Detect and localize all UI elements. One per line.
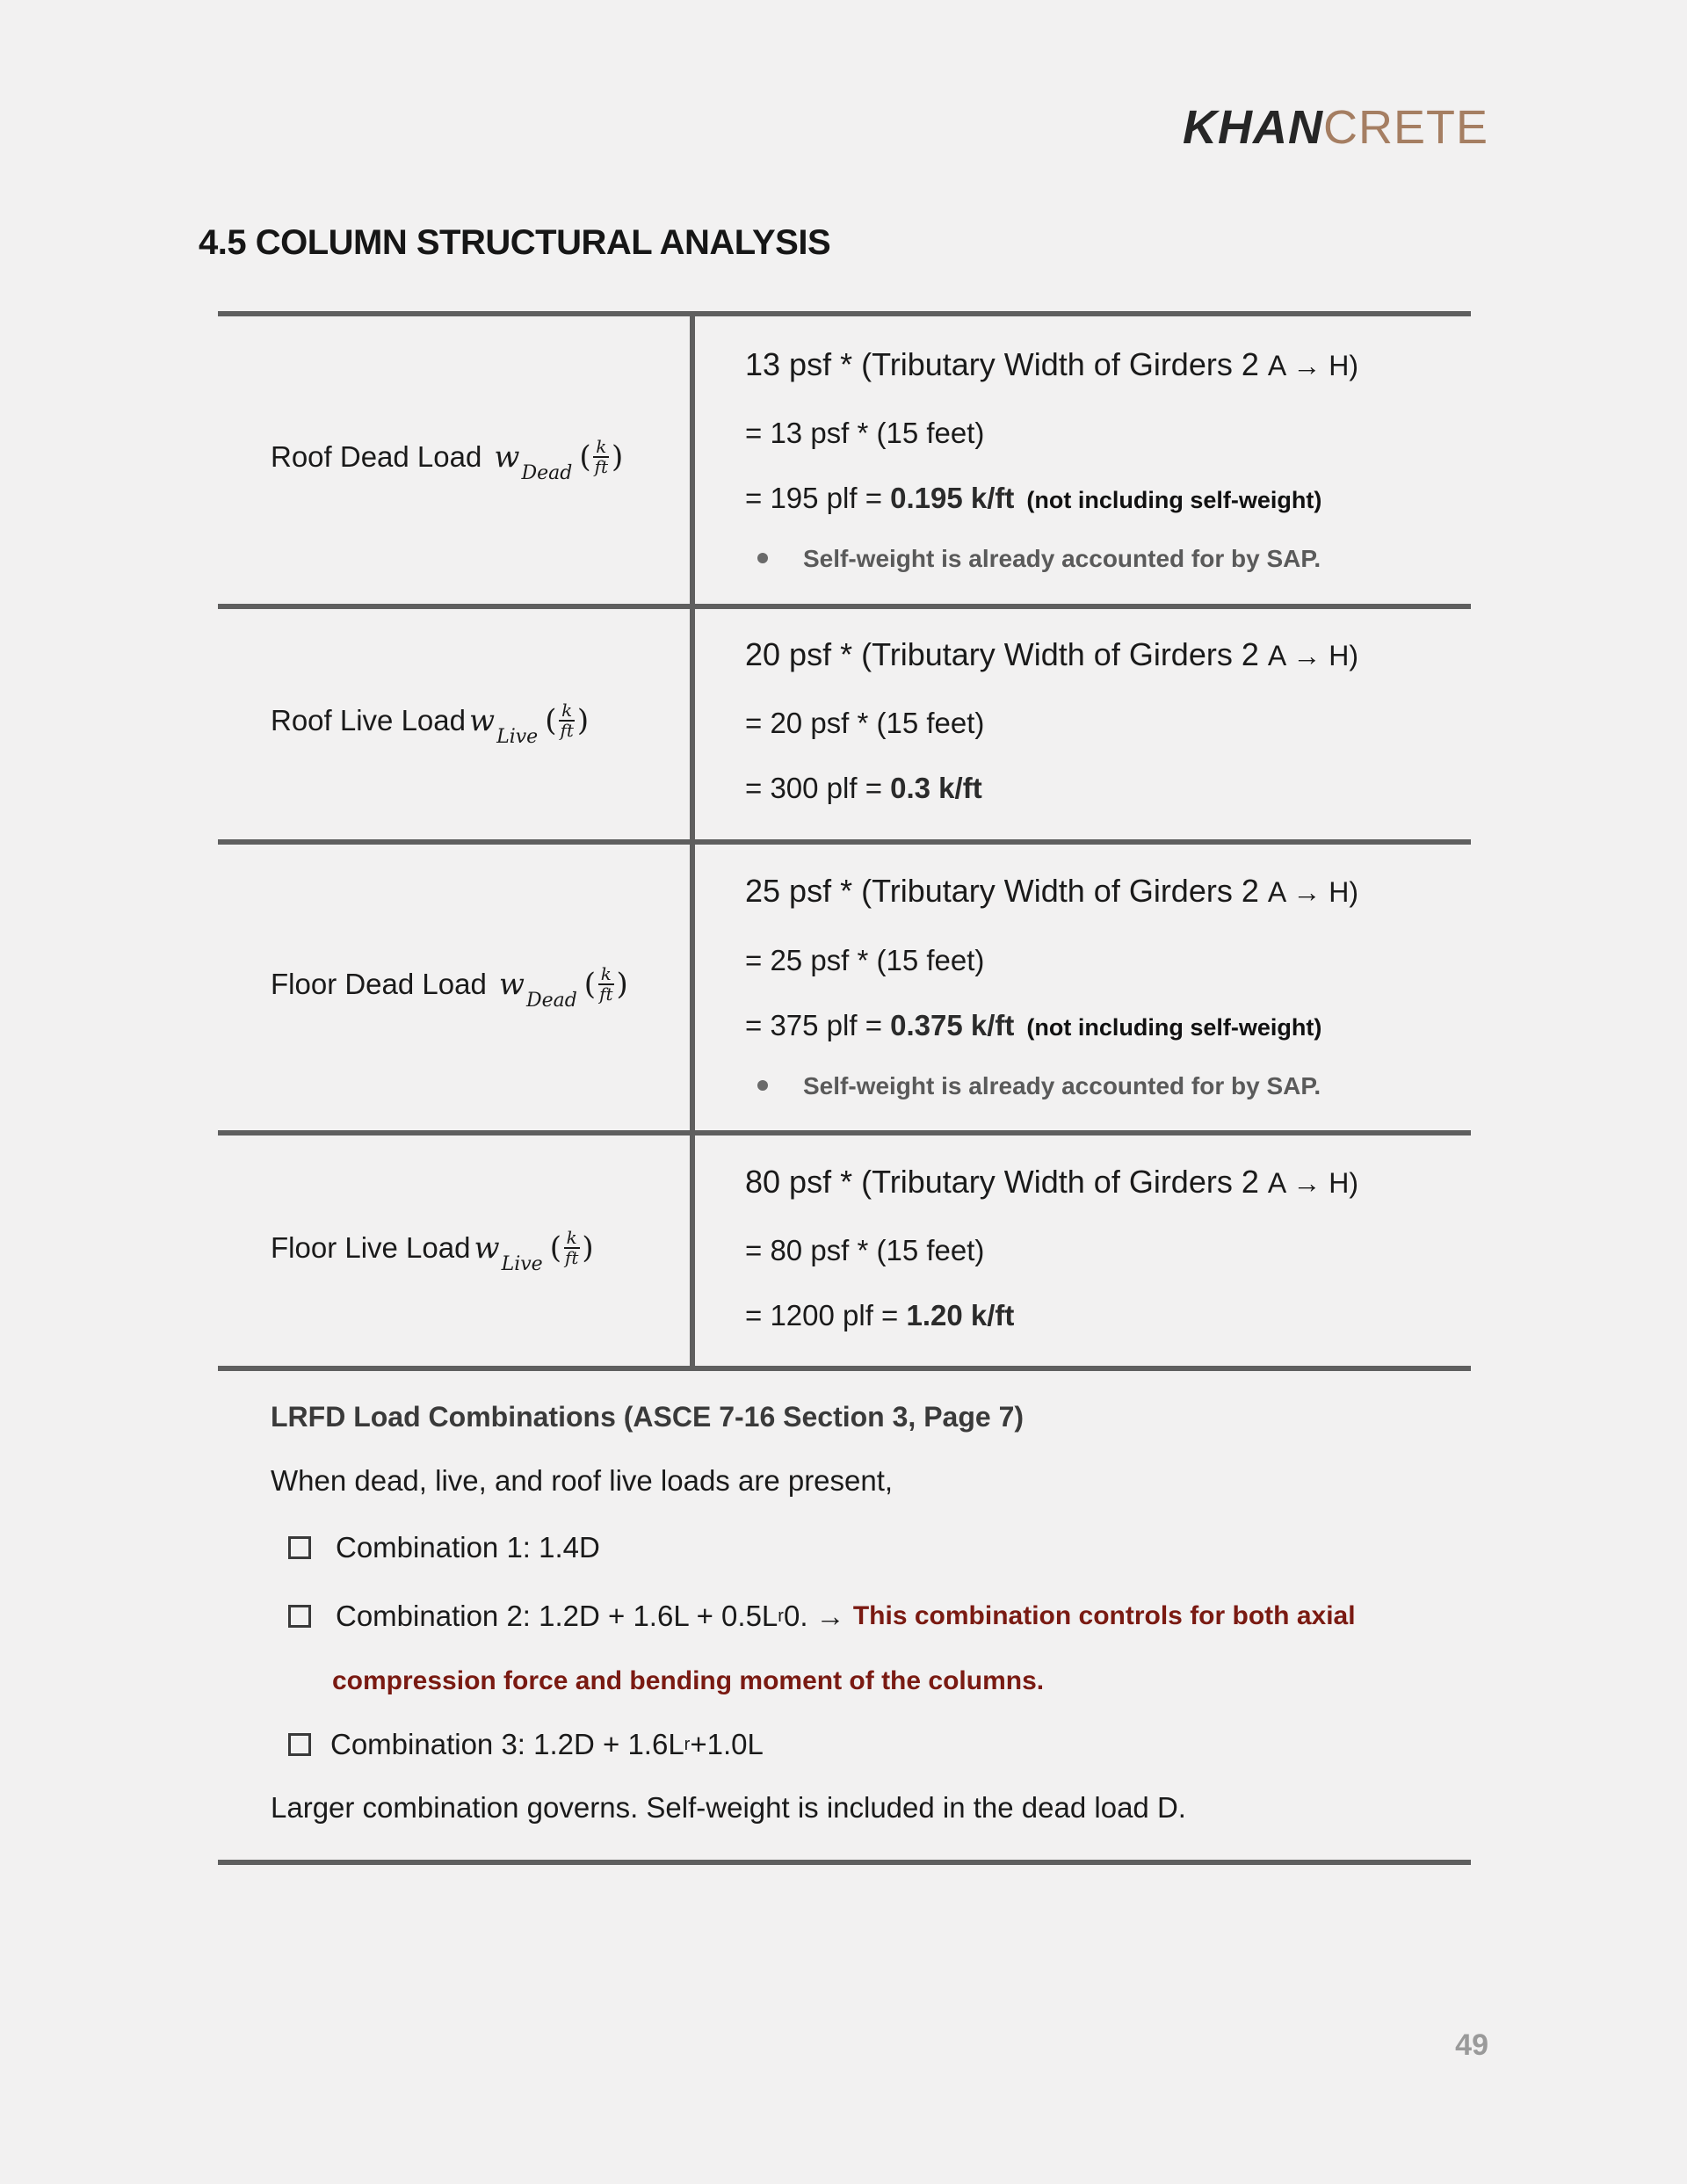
bullet-dot-icon [757,553,768,563]
fraction-numerator: k [593,438,609,458]
unit-fraction [592,438,611,476]
symbol-w: w [469,703,496,738]
unit-fraction [597,965,615,1004]
floor-dead-load-label [271,963,629,1012]
load-symbol: w Dead ( $\frac{k}{ft}$ ) [494,436,624,484]
symbol-subscript: Live [501,1252,543,1275]
section-bottom-rule [218,1860,1471,1865]
combination-text: Combination 3: 1.2D + 1.6L [330,1728,684,1760]
roof-live-line2: = 20 psf * (15 feet) [745,707,985,739]
controlling-note-continued: compression force and bending moment of the columns. [332,1666,1045,1695]
fraction-denominator: ft [599,983,613,1005]
combination-1 [288,1531,600,1564]
roof-live-line1 [745,636,1358,673]
fraction-denominator: ft [564,1247,579,1268]
equation-text: = 375 plf = [745,1009,891,1041]
load-symbol: w Live ( $\frac{k}{ft}$ ) [474,1227,594,1275]
lrfd-title: LRFD Load Combinations (ASCE 7-16 Section 3, Page 7) [271,1401,1025,1433]
roof-dead-line3 [745,482,1321,515]
floor-live-line2: = 80 psf * (15 feet) [745,1234,985,1266]
table-bottom-rule [218,1366,1471,1371]
self-weight-note: (not including self-weight) [1026,1014,1322,1041]
symbol-w: w [474,1230,500,1266]
floor-dead-line2: = 25 psf * (15 feet) [745,944,985,976]
roof-subscript: r [684,1734,691,1754]
section-title: 4.5 COLUMN STRUCTURAL ANALYSIS [199,223,831,262]
fraction-denominator: ft [560,720,574,741]
symbol-w: w [498,967,525,1002]
page-number: 49 [1455,2028,1488,2062]
symbol-subscript: Live [496,725,539,748]
controlling-note: This combination controls for both axial [852,1601,1356,1630]
result-value: 0.3 k/ft [890,772,982,804]
load-label-text: Roof Dead Load [271,440,482,473]
roof-live-line3 [745,772,982,805]
girder-range: A → H) [1267,876,1358,908]
load-label-text: Roof Live Load [271,704,466,736]
roof-subscript: r [778,1606,784,1626]
roof-live-load-label [271,700,590,748]
bullet-text: Self-weight is already accounted for by SAP. [803,545,1321,572]
load-label-text: Floor Dead Load [271,968,487,1000]
girder-range: A → H) [1267,1167,1358,1199]
floor-live-load-label [271,1227,595,1275]
combination-text: Combination 1: 1.4D [336,1531,600,1564]
row-divider-3 [218,1130,1471,1136]
fraction-numerator: k [564,1229,580,1249]
table-column-divider [690,314,695,1368]
fraction-numerator: k [598,965,614,985]
combination-2 [288,1600,1356,1633]
girder-range: A → H) [1267,350,1358,381]
equation-text: 20 psf * (Tributary Width of Girders 2 [745,636,1268,672]
unit-fraction [562,1229,581,1267]
load-label-text: Floor Live Load [271,1231,471,1264]
roof-dead-bullet [757,545,1321,573]
row-divider-1 [218,604,1471,609]
result-value: 0.375 k/ft [890,1009,1015,1041]
floor-live-line1 [745,1164,1358,1201]
logo-bold-part: KHAN [1182,101,1323,154]
floor-dead-line1 [745,873,1358,910]
lrfd-conclusion: Larger combination governs. Self-weight is included in the dead load D. [271,1791,1186,1824]
symbol-subscript: Dead [521,461,573,484]
result-value: 1.20 k/ft [906,1299,1015,1331]
equation-text: 80 psf * (Tributary Width of Girders 2 [745,1164,1268,1200]
load-symbol: w Dead ( $\frac{k}{ft}$ ) [498,963,628,1012]
checkbox-icon[interactable] [288,1536,311,1559]
khancrete-logo [1182,101,1488,154]
equation-text: = 195 plf = [745,482,891,514]
equation-text: 25 psf * (Tributary Width of Girders 2 [745,873,1268,909]
symbol-subscript: Dead [525,989,577,1012]
self-weight-note: (not including self-weight) [1026,487,1322,513]
equation-text: = 1200 plf = [745,1299,907,1331]
lrfd-intro: When dead, live, and roof live loads are present, [271,1464,894,1497]
combination-text-tail: +1.0L [690,1728,764,1760]
unit-fraction [557,701,576,740]
bullet-dot-icon [757,1080,768,1091]
floor-dead-bullet [757,1072,1321,1100]
checkbox-icon[interactable] [288,1733,311,1756]
result-value: 0.195 k/ft [890,482,1015,514]
roof-dead-line2: = 13 psf * (15 feet) [745,417,985,449]
floor-dead-line3 [745,1009,1321,1042]
combination-text: Combination 2: 1.2D + 1.6L + 0.5L [336,1600,778,1632]
combination-3 [288,1728,764,1761]
logo-light-part: CRETE [1322,101,1488,154]
symbol-w: w [494,439,520,475]
combination-text-tail: 0. → [783,1600,845,1632]
table-top-rule [218,311,1471,316]
floor-live-line3 [745,1299,1014,1332]
girder-range: A → H) [1267,640,1358,671]
checkbox-icon[interactable] [288,1605,311,1628]
equation-text: = 300 plf = [745,772,891,804]
roof-dead-load-label [271,436,624,484]
roof-dead-line1 [745,346,1358,383]
load-symbol: w Live ( $\frac{k}{ft}$ ) [469,700,590,748]
row-divider-2 [218,839,1471,845]
fraction-denominator: ft [594,456,609,477]
bullet-text: Self-weight is already accounted for by SAP. [803,1072,1321,1099]
equation-text: 13 psf * (Tributary Width of Girders 2 [745,346,1268,382]
fraction-numerator: k [559,701,575,722]
